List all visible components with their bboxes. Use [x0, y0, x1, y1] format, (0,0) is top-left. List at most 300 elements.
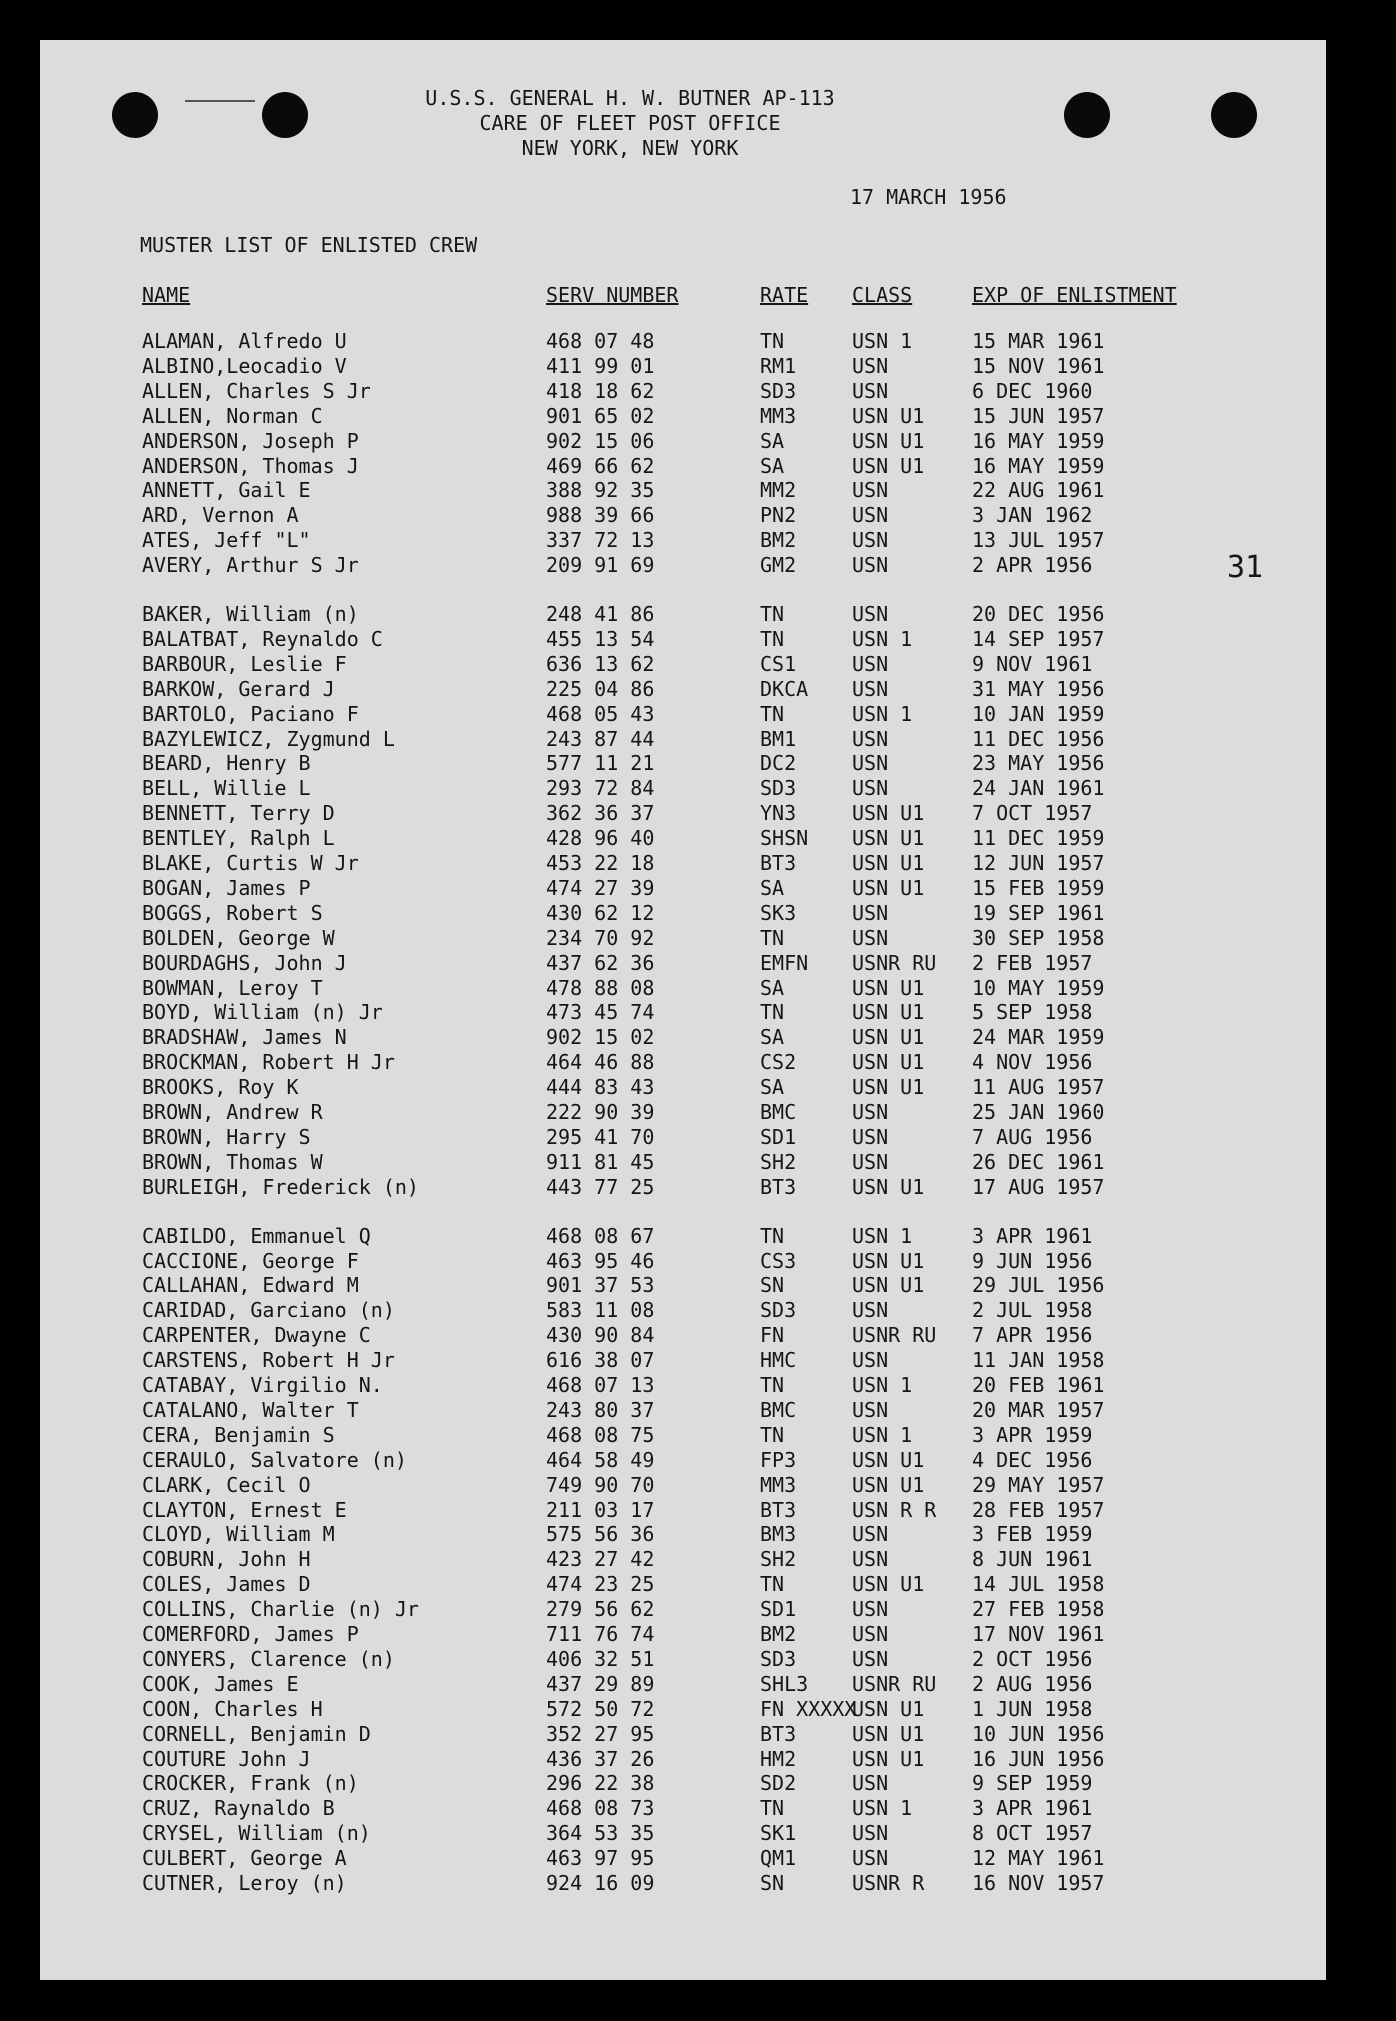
crew-name: COBURN, John H [142, 1547, 311, 1572]
enlistment-expiry: 16 JUN 1956 [972, 1746, 1105, 1771]
crew-name: BALATBAT, Reynaldo C [142, 626, 383, 651]
rate: SHSN [760, 826, 809, 851]
rate: MM3 [760, 403, 797, 428]
enlistment-expiry: 15 FEB 1959 [972, 875, 1105, 900]
service-number: 468 07 48 [546, 329, 655, 353]
enlistment-expiry: 9 JUN 1956 [972, 1248, 1093, 1273]
class: USN U1 [852, 1000, 925, 1025]
class: USNR RU [852, 1323, 937, 1348]
class: USN U1 [852, 851, 925, 875]
table-row [40, 926, 1326, 951]
table-row [40, 1000, 1326, 1025]
crew-name: BAZYLEWICZ, Zygmund L [142, 726, 395, 751]
service-number: 222 90 39 [546, 1100, 655, 1124]
crew-name: ALAMAN, Alfredo U [142, 329, 347, 353]
rate: CS2 [760, 1050, 797, 1075]
service-number: 248 41 86 [546, 602, 655, 626]
enlistment-expiry: 22 AUG 1961 [972, 478, 1105, 503]
enlistment-expiry: 28 FEB 1957 [972, 1497, 1105, 1522]
letterhead [80, 86, 1180, 161]
service-number: 225 04 86 [546, 676, 655, 701]
class: USN [852, 1124, 889, 1149]
service-number: 616 38 07 [546, 1348, 655, 1373]
crew-name: CATABAY, Virgilio N. [142, 1373, 383, 1397]
class: USN 1 [852, 1796, 913, 1821]
service-number: 901 65 02 [546, 403, 655, 428]
class: USN [852, 528, 889, 553]
rate: MM2 [760, 478, 797, 503]
table-row [40, 1522, 1326, 1547]
service-number: 924 16 09 [546, 1871, 655, 1895]
service-number: 364 53 35 [546, 1821, 655, 1846]
enlistment-expiry: 25 JAN 1960 [972, 1100, 1105, 1124]
crew-name: BOURDAGHS, John J [142, 950, 347, 975]
enlistment-expiry: 14 SEP 1957 [972, 626, 1105, 651]
table-row [40, 677, 1326, 702]
crew-name: BROWN, Harry S [142, 1124, 311, 1149]
rate: TN [760, 1373, 785, 1397]
enlistment-expiry: 31 MAY 1956 [972, 676, 1105, 701]
service-number: 464 46 88 [546, 1050, 655, 1075]
crew-name: BOLDEN, George W [142, 925, 335, 950]
enlistment-expiry: 17 AUG 1957 [972, 1174, 1105, 1199]
class: USN [852, 1397, 889, 1422]
crew-name: ATES, Jeff "L" [142, 528, 311, 553]
class: USN U1 [852, 1273, 925, 1298]
service-number: 437 29 89 [546, 1671, 655, 1696]
enlistment-expiry: 4 NOV 1956 [972, 1050, 1093, 1075]
crew-name: CORNELL, Benjamin D [142, 1721, 371, 1746]
crew-name: CARSTENS, Robert H Jr [142, 1348, 395, 1373]
table-row [40, 776, 1326, 801]
enlistment-expiry: 30 SEP 1958 [972, 925, 1105, 950]
rate: SD3 [760, 1298, 797, 1323]
service-number: 463 97 95 [546, 1846, 655, 1871]
enlistment-expiry: 11 AUG 1957 [972, 1075, 1105, 1100]
table-row [40, 1597, 1326, 1622]
table-row [40, 1498, 1326, 1523]
table-row [40, 478, 1326, 503]
crew-name: BROWN, Thomas W [142, 1149, 323, 1174]
service-number: 437 62 36 [546, 950, 655, 975]
column-header-rate: RATE [760, 283, 809, 307]
table-row [40, 1273, 1326, 1298]
class: USN [852, 1622, 889, 1646]
table-row [40, 1175, 1326, 1200]
service-number: 468 08 67 [546, 1223, 655, 1248]
crew-name: CARPENTER, Dwayne C [142, 1323, 371, 1348]
class: USN U1 [852, 453, 925, 478]
table-row [40, 553, 1326, 578]
table-row [40, 404, 1326, 429]
punch-hole-right-2 [1211, 92, 1257, 138]
enlistment-expiry: 15 MAR 1961 [972, 329, 1105, 353]
crew-name: BEARD, Henry B [142, 751, 311, 776]
rate: SD3 [760, 776, 797, 801]
crew-name: BELL, Willie L [142, 776, 311, 801]
crew-name: AVERY, Arthur S Jr [142, 553, 359, 578]
document-title: MUSTER LIST OF ENLISTED CREW [140, 233, 478, 257]
rate: SHL3 [760, 1671, 809, 1696]
rate: BT3 [760, 1497, 797, 1522]
rate: QM1 [760, 1846, 797, 1871]
rate: HM2 [760, 1746, 797, 1771]
service-number: 911 81 45 [546, 1149, 655, 1174]
crew-name: CARIDAD, Garciano (n) [142, 1298, 395, 1323]
column-header-serv-number: SERV NUMBER [546, 283, 679, 307]
class: USN U1 [852, 1572, 925, 1597]
letterhead-city: NEW YORK, NEW YORK [521, 136, 739, 160]
service-number: 428 96 40 [546, 826, 655, 851]
rate: TN [760, 1000, 785, 1025]
class: USN [852, 1100, 889, 1124]
enlistment-expiry: 5 SEP 1958 [972, 1000, 1093, 1025]
enlistment-expiry: 20 DEC 1956 [972, 602, 1105, 626]
document-date: 17 MARCH 1956 [850, 185, 1007, 209]
service-number: 902 15 02 [546, 1025, 655, 1050]
enlistment-expiry: 16 NOV 1957 [972, 1871, 1105, 1895]
table-row [40, 1398, 1326, 1423]
class: USN U1 [852, 1447, 925, 1472]
table-row [40, 1821, 1326, 1846]
crew-name: ANDERSON, Thomas J [142, 453, 359, 478]
service-number: 636 13 62 [546, 651, 655, 676]
crew-name: ANDERSON, Joseph P [142, 428, 359, 453]
service-number: 352 27 95 [546, 1721, 655, 1746]
class: USN U1 [852, 428, 925, 453]
table-row [40, 503, 1326, 528]
crew-name: BURLEIGH, Frederick (n) [142, 1174, 419, 1199]
class: USN [852, 1348, 889, 1373]
crew-name: BENNETT, Terry D [142, 801, 335, 826]
service-number: 468 07 13 [546, 1373, 655, 1397]
table-row [40, 627, 1326, 652]
service-number: 577 11 21 [546, 751, 655, 776]
enlistment-expiry: 2 JUL 1958 [972, 1298, 1093, 1323]
rate: SH2 [760, 1547, 797, 1572]
table-row [40, 454, 1326, 479]
class: USN 1 [852, 1422, 913, 1447]
class: USN [852, 553, 889, 578]
class: USN [852, 900, 889, 925]
crew-name: CONYERS, Clarence (n) [142, 1646, 395, 1671]
table-row [40, 1249, 1326, 1274]
class: USN [852, 1846, 889, 1871]
class: USN [852, 503, 889, 528]
class: USN [852, 1771, 889, 1796]
table-row [40, 727, 1326, 752]
crew-name: BOYD, William (n) Jr [142, 1000, 383, 1025]
crew-name: CACCIONE, George F [142, 1248, 359, 1273]
table-row [40, 751, 1326, 776]
class: USN [852, 676, 889, 701]
rate: SA [760, 453, 785, 478]
crew-name: BOWMAN, Leroy T [142, 975, 323, 1000]
class: USN 1 [852, 329, 913, 353]
table-row [40, 1722, 1326, 1747]
enlistment-expiry: 2 FEB 1957 [972, 950, 1093, 975]
crew-name: ALBINO,Leocadio V [142, 353, 347, 378]
table-row [40, 951, 1326, 976]
class: USN [852, 1522, 889, 1547]
table-row [40, 329, 1326, 354]
table-row [40, 1348, 1326, 1373]
enlistment-expiry: 9 SEP 1959 [972, 1771, 1093, 1796]
enlistment-expiry: 27 FEB 1958 [972, 1597, 1105, 1622]
class: USN R R [852, 1497, 937, 1522]
rate: SD1 [760, 1597, 797, 1622]
column-header-exp-enlistment: EXP OF ENLISTMENT [972, 283, 1177, 307]
class: USN U1 [852, 1075, 925, 1100]
rate: FN XXXXX [760, 1696, 857, 1721]
table-row [40, 1448, 1326, 1473]
service-number: 337 72 13 [546, 528, 655, 553]
enlistment-expiry: 24 JAN 1961 [972, 776, 1105, 801]
service-number: 711 76 74 [546, 1622, 655, 1646]
rate: SD2 [760, 1771, 797, 1796]
enlistment-expiry: 8 OCT 1957 [972, 1821, 1093, 1846]
rate: BM2 [760, 1622, 797, 1646]
crew-name: BROWN, Andrew R [142, 1100, 323, 1124]
crew-name: COMERFORD, James P [142, 1622, 359, 1646]
enlistment-expiry: 3 APR 1959 [972, 1422, 1093, 1447]
rate: TN [760, 701, 785, 726]
service-number: 418 18 62 [546, 378, 655, 403]
service-number: 423 27 42 [546, 1547, 655, 1572]
rate: SA [760, 975, 785, 1000]
rate: RM1 [760, 353, 797, 378]
table-row [40, 602, 1326, 627]
enlistment-expiry: 26 DEC 1961 [972, 1149, 1105, 1174]
crew-name: ALLEN, Charles S Jr [142, 378, 371, 403]
enlistment-expiry: 16 MAY 1959 [972, 428, 1105, 453]
crew-name: BARBOUR, Leslie F [142, 651, 347, 676]
crew-name: CROCKER, Frank (n) [142, 1771, 359, 1796]
enlistment-expiry: 7 AUG 1956 [972, 1124, 1093, 1149]
page-number: 31 [1227, 550, 1264, 585]
rate: TN [760, 626, 785, 651]
class: USN [852, 378, 889, 403]
rate: MM3 [760, 1472, 797, 1497]
enlistment-expiry: 23 MAY 1956 [972, 751, 1105, 776]
rate: SK3 [760, 900, 797, 925]
table-row [40, 1050, 1326, 1075]
service-number: 468 05 43 [546, 701, 655, 726]
crew-name: BENTLEY, Ralph L [142, 826, 335, 851]
service-number: 464 58 49 [546, 1447, 655, 1472]
service-number: 209 91 69 [546, 553, 655, 578]
crew-name: COON, Charles H [142, 1696, 323, 1721]
enlistment-expiry: 3 APR 1961 [972, 1223, 1093, 1248]
class: USN U1 [852, 1721, 925, 1746]
crew-name: BROCKMAN, Robert H Jr [142, 1050, 395, 1075]
rate: BMC [760, 1100, 797, 1124]
service-number: 478 88 08 [546, 975, 655, 1000]
rate: BM2 [760, 528, 797, 553]
enlistment-expiry: 10 JAN 1959 [972, 701, 1105, 726]
table-row [40, 1871, 1326, 1896]
class: USN [852, 776, 889, 801]
service-number: 211 03 17 [546, 1497, 655, 1522]
table-row [40, 1697, 1326, 1722]
crew-name: ARD, Vernon A [142, 503, 299, 528]
crew-name: BROOKS, Roy K [142, 1075, 299, 1100]
class: USN U1 [852, 826, 925, 851]
service-number: 295 41 70 [546, 1124, 655, 1149]
table-row [40, 528, 1326, 553]
table-row [40, 1846, 1326, 1871]
crew-name: CUTNER, Leroy (n) [142, 1871, 347, 1895]
service-number: 296 22 38 [546, 1771, 655, 1796]
service-number: 388 92 35 [546, 478, 655, 503]
crew-name: CRYSEL, William (n) [142, 1821, 371, 1846]
class: USN U1 [852, 1472, 925, 1497]
crew-name: CERA, Benjamin S [142, 1422, 335, 1447]
enlistment-expiry: 29 MAY 1957 [972, 1472, 1105, 1497]
enlistment-expiry: 15 NOV 1961 [972, 353, 1105, 378]
enlistment-expiry: 2 AUG 1956 [972, 1671, 1093, 1696]
rate: GM2 [760, 553, 797, 578]
table-row [40, 429, 1326, 454]
class: USN [852, 353, 889, 378]
service-number: 444 83 43 [546, 1075, 655, 1100]
class: USN [852, 1821, 889, 1846]
document-page [40, 40, 1326, 1980]
enlistment-expiry: 4 DEC 1956 [972, 1447, 1093, 1472]
class: USN U1 [852, 1248, 925, 1273]
enlistment-expiry: 12 JUN 1957 [972, 851, 1105, 875]
rate: DKCA [760, 676, 809, 701]
service-number: 362 36 37 [546, 801, 655, 826]
rate: SD1 [760, 1124, 797, 1149]
rate: SA [760, 428, 785, 453]
service-number: 583 11 08 [546, 1298, 655, 1323]
enlistment-expiry: 9 NOV 1961 [972, 651, 1093, 676]
enlistment-expiry: 29 JUL 1956 [972, 1273, 1105, 1298]
class: USN 1 [852, 701, 913, 726]
rate: PN2 [760, 503, 797, 528]
table-row [40, 702, 1326, 727]
enlistment-expiry: 10 MAY 1959 [972, 975, 1105, 1000]
table-row [40, 1547, 1326, 1572]
enlistment-expiry: 11 DEC 1956 [972, 726, 1105, 751]
table-row [40, 1373, 1326, 1398]
table-row [40, 1025, 1326, 1050]
service-number: 430 62 12 [546, 900, 655, 925]
class: USN [852, 651, 889, 676]
crew-name: BLAKE, Curtis W Jr [142, 851, 359, 875]
rate: SN [760, 1273, 785, 1298]
service-number: 443 77 25 [546, 1174, 655, 1199]
table-row [40, 1572, 1326, 1597]
rate: TN [760, 1422, 785, 1447]
service-number: 474 27 39 [546, 875, 655, 900]
class: USN U1 [852, 1746, 925, 1771]
letterhead-ship: U.S.S. GENERAL H. W. BUTNER AP-113 [425, 86, 835, 110]
class: USN U1 [852, 1025, 925, 1050]
rate: TN [760, 1796, 785, 1821]
letterhead-care-of: CARE OF FLEET POST OFFICE [479, 111, 781, 135]
rate: TN [760, 925, 785, 950]
table-row [40, 1622, 1326, 1647]
table-row [40, 354, 1326, 379]
crew-name: COLES, James D [142, 1572, 311, 1597]
class: USN U1 [852, 1050, 925, 1075]
class: USN U1 [852, 801, 925, 826]
enlistment-expiry: 20 FEB 1961 [972, 1373, 1105, 1397]
enlistment-expiry: 10 JUN 1956 [972, 1721, 1105, 1746]
table-row [40, 1298, 1326, 1323]
class: USN [852, 751, 889, 776]
enlistment-expiry: 7 OCT 1957 [972, 801, 1093, 826]
table-row [40, 801, 1326, 826]
service-number: 901 37 53 [546, 1273, 655, 1298]
crew-name: CATALANO, Walter T [142, 1397, 359, 1422]
rate: SA [760, 1075, 785, 1100]
rate: TN [760, 329, 785, 353]
crew-name: CALLAHAN, Edward M [142, 1273, 359, 1298]
class: USN [852, 1547, 889, 1572]
crew-name: CLARK, Cecil O [142, 1472, 311, 1497]
rate: SA [760, 875, 785, 900]
class: USN [852, 1646, 889, 1671]
service-number: 572 50 72 [546, 1696, 655, 1721]
crew-name: CLOYD, William M [142, 1522, 335, 1547]
class: USN [852, 602, 889, 626]
crew-name: BOGGS, Robert S [142, 900, 323, 925]
crew-name: CLAYTON, Ernest E [142, 1497, 347, 1522]
rate: YN3 [760, 801, 797, 826]
rate: CS3 [760, 1248, 797, 1273]
enlistment-expiry: 11 JAN 1958 [972, 1348, 1105, 1373]
service-number: 293 72 84 [546, 776, 655, 801]
crew-name: COUTURE John J [142, 1746, 311, 1771]
service-number: 474 23 25 [546, 1572, 655, 1597]
enlistment-expiry: 19 SEP 1961 [972, 900, 1105, 925]
crew-name: ANNETT, Gail E [142, 478, 311, 503]
table-row [40, 1672, 1326, 1697]
enlistment-expiry: 24 MAR 1959 [972, 1025, 1105, 1050]
table-row [40, 1100, 1326, 1125]
crew-name: CERAULO, Salvatore (n) [142, 1447, 407, 1472]
table-row [40, 1796, 1326, 1821]
service-number: 243 80 37 [546, 1397, 655, 1422]
crew-name: BARTOLO, Paciano F [142, 701, 359, 726]
crew-name: COLLINS, Charlie (n) Jr [142, 1597, 419, 1622]
column-header-name: NAME [142, 283, 191, 307]
service-number: 453 22 18 [546, 851, 655, 875]
table-row [40, 1423, 1326, 1448]
enlistment-expiry: 1 JUN 1958 [972, 1696, 1093, 1721]
table-row [40, 1150, 1326, 1175]
service-number: 411 99 01 [546, 353, 655, 378]
table-row [40, 1323, 1326, 1348]
crew-name: BAKER, William (n) [142, 602, 359, 626]
crew-name: BRADSHAW, James N [142, 1025, 347, 1050]
service-number: 455 13 54 [546, 626, 655, 651]
rate: TN [760, 602, 785, 626]
crew-name: BOGAN, James P [142, 875, 311, 900]
enlistment-expiry: 11 DEC 1959 [972, 826, 1105, 851]
rate: TN [760, 1223, 785, 1248]
service-number: 575 56 36 [546, 1522, 655, 1547]
rate: FP3 [760, 1447, 797, 1472]
service-number: 749 90 70 [546, 1472, 655, 1497]
enlistment-expiry: 15 JUN 1957 [972, 403, 1105, 428]
crew-name: BARKOW, Gerard J [142, 676, 335, 701]
rate: BT3 [760, 1721, 797, 1746]
crew-name: COOK, James E [142, 1671, 299, 1696]
